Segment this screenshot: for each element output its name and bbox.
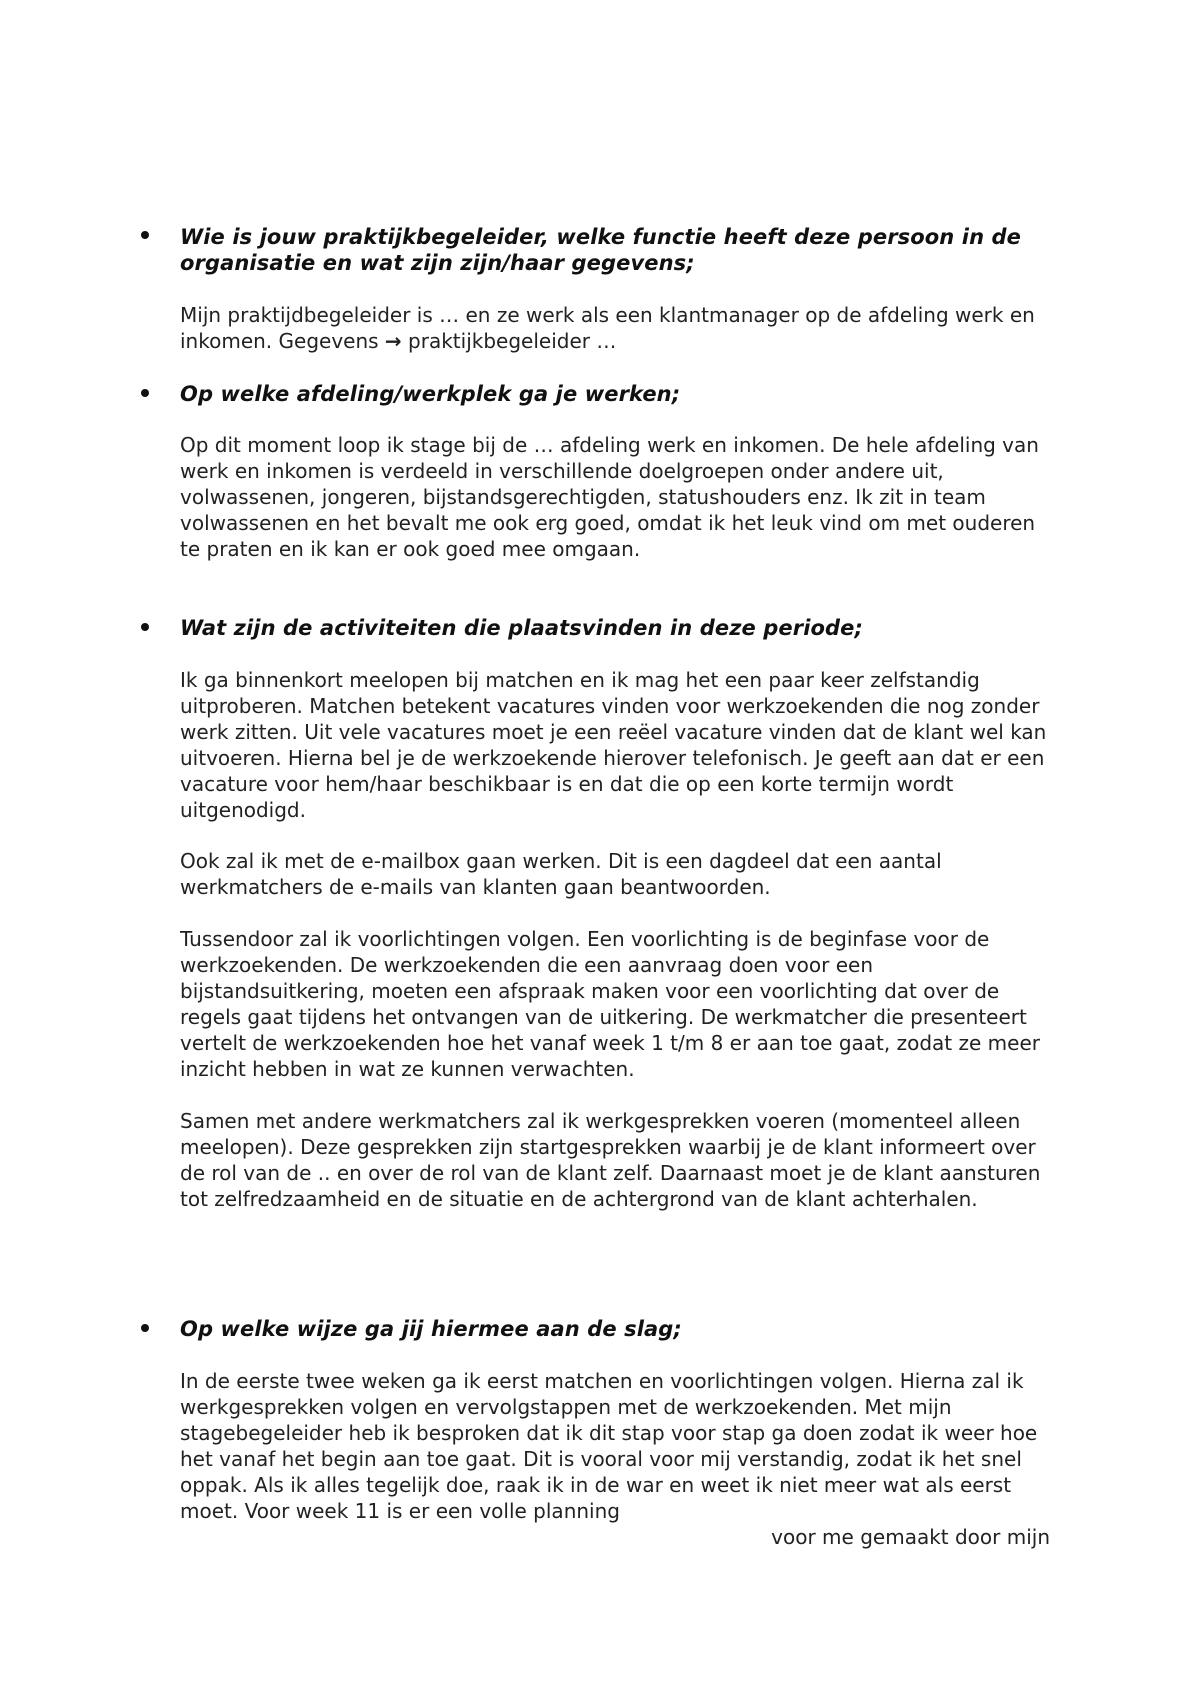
arrow-right-icon: → [384, 329, 402, 353]
section-heading: Op welke afdeling/werkplek ga je werken; [180, 382, 681, 406]
section-paragraph: In de eerste twee weken ga ik eerst matchen en voorlichtingen volgen. Hierna zal ik werkgesprekken volgen en vervolgstappen met de werkzoekenden. Met mijn stagebegeleider heb ik besproken dat ik dit stap voor stap ga doen zodat ik weer hoe het vanaf het begin aan toe gaat. Dit is vooral voor mij verstandig, zodat ik het snel oppak. Als ik alles tegelijk doe, raak ik in de war en weet ik niet meer wat als eerst moet. Voor week 11 is er een volle planning [180, 1369, 1038, 1523]
paragraph-text: Mijn praktijdbegeleider is … en ze werk als een klantmanager op de afdeling werk en inkomen. Gegevens [180, 303, 1035, 353]
section-paragraph: Ook zal ik met de e-mailbox gaan werken. Dit is een dagdeel dat een aantal werkmatchers de e-mails van klanten gaan beantwoorden. [180, 849, 942, 899]
section-paragraph: Samen met andere werkmatchers zal ik werkgesprekken voeren (momenteel alleen meelopen). Deze gesprekken zijn startgesprekken waarbij je de klant informeert over de rol van de .. en over de rol van de klant zelf. Daarnaast moet je de klant aansturen tot zelfredzaamheid en de situatie en de achtergrond van de klant achterhalen. [180, 1109, 1041, 1211]
bullet-icon [141, 623, 149, 631]
section-heading: Wat zijn de activiteiten die plaatsvinden in deze periode; [180, 616, 863, 640]
section-paragraph [180, 302, 1060, 354]
section-heading: Wie is jouw praktijkbegeleider, welke functie heeft deze persoon in de organisatie en wat zijn zijn/haar gegevens; [180, 225, 1022, 275]
section-heading: Op welke wijze ga jij hiermee aan de slag; [180, 1317, 682, 1341]
bullet-icon [141, 1324, 149, 1332]
paragraph-text: praktijkbegeleider … [401, 329, 617, 353]
section-paragraph-last-line: voor me gemaakt door mijn [771, 1525, 1050, 1549]
bullet-icon [141, 231, 149, 239]
bullet-icon [141, 389, 149, 397]
section-paragraph: Op dit moment loop ik stage bij de … afdeling werk en inkomen. De hele afdeling van werk en inkomen is verdeeld in verschillende doelgroepen onder andere uit, volwassenen, jongeren, bijstandsgerechtigden, statushouders enz. Ik zit in team volwassenen en het bevalt me ook erg goed, omdat ik het leuk vind om met ouderen te praten en ik kan er ook goed mee omgaan. [180, 433, 1039, 561]
section-paragraph: Tussendoor zal ik voorlichtingen volgen. Een voorlichting is de beginfase voor de werkzoekenden. De werkzoekenden die een aanvraag doen voor een bijstandsuitkering, moeten een afspraak maken voor een voorlichting dat over de regels gaat tijdens het ontvangen van de uitkering. De werkmatcher die presenteert vertelt de werkzoekenden hoe het vanaf week 1 t/m 8 er aan toe gaat, zodat ze meer inzicht hebben in wat ze kunnen verwachten. [180, 927, 1040, 1081]
section-paragraph: Ik ga binnenkort meelopen bij matchen en ik mag het een paar keer zelfstandig uitproberen. Matchen betekent vacatures vinden voor werkzoekenden die nog zonder werk zitten. Uit vele vacatures moet je een reëel vacature vinden dat de klant wel kan uitvoeren. Hierna bel je de werkzoekende hierover telefonisch. Je geeft aan dat er een vacature voor hem/haar beschikbaar is en dat die op een korte termijn wordt uitgenodigd. [180, 668, 1047, 822]
